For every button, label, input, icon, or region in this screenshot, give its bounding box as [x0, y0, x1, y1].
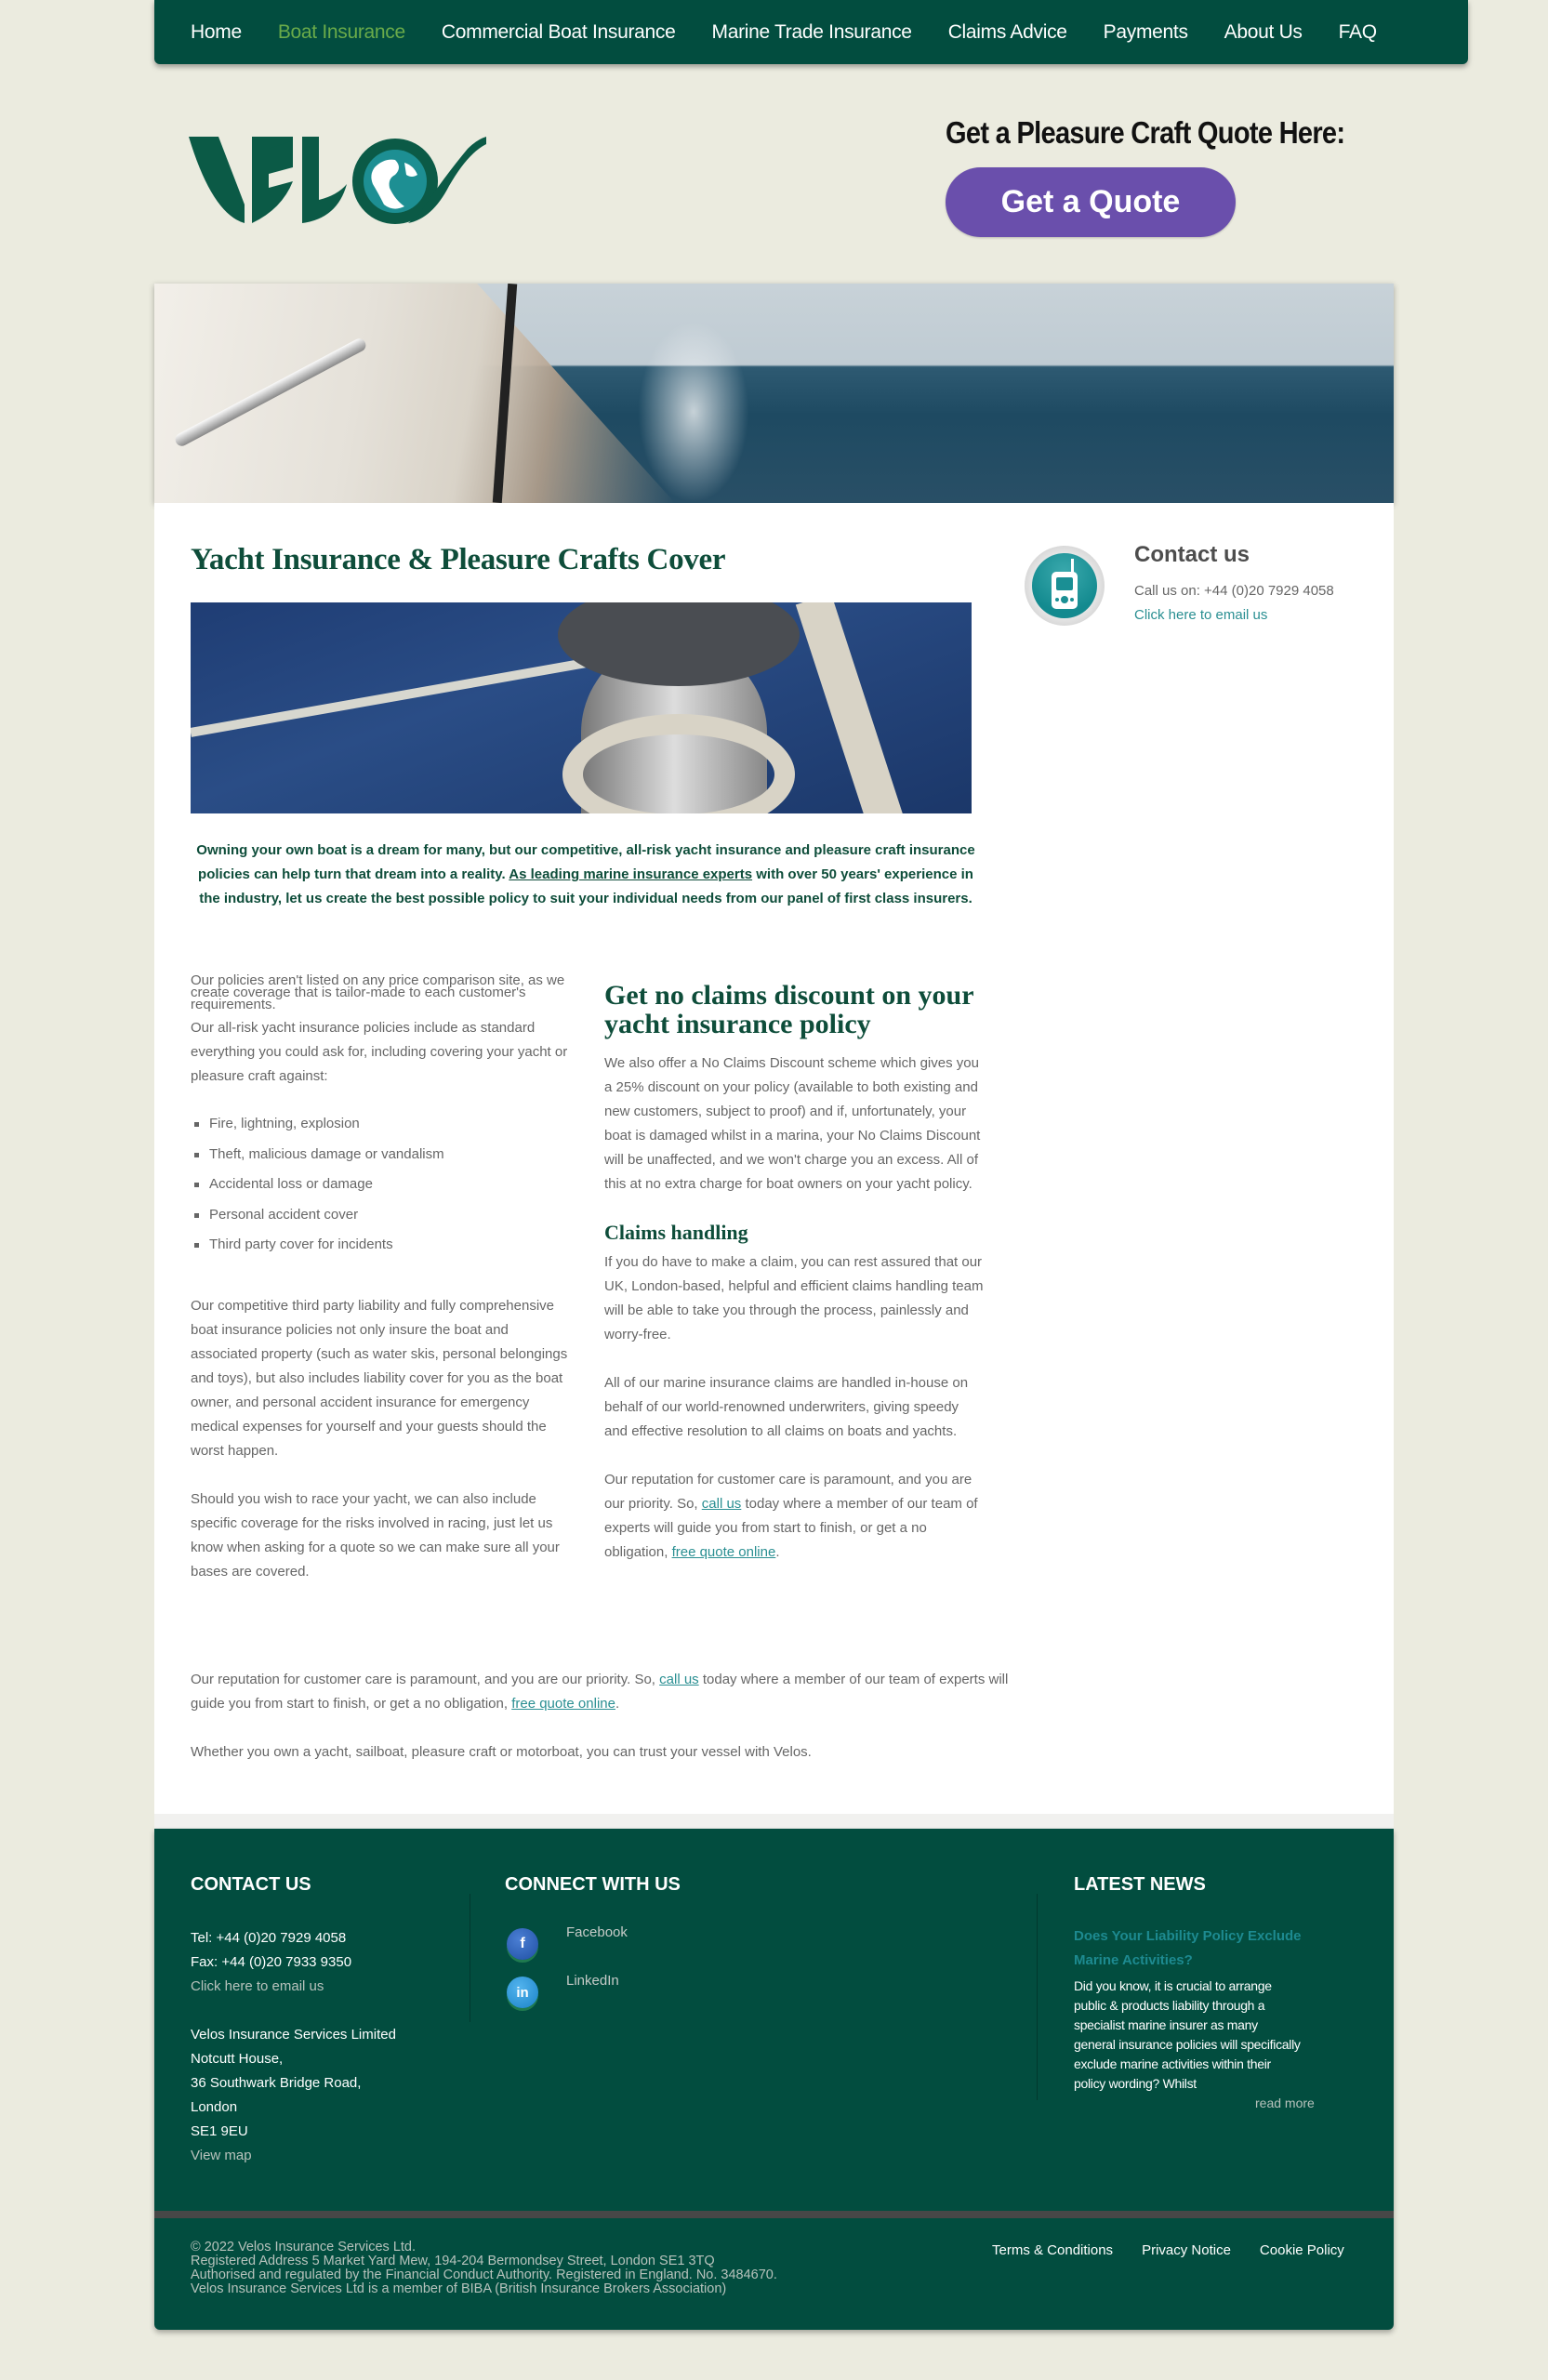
care-text-a: Our reputation for customer care is paramount, and you are our priority. So,: [604, 1472, 972, 1512]
bottom-free-quote-link[interactable]: free quote online: [511, 1696, 615, 1712]
list-item: Fire, lightning, explosion: [191, 1109, 572, 1140]
intro-paragraph: [191, 839, 981, 911]
get-a-quote-button[interactable]: Get a Quote: [946, 167, 1236, 237]
nav-marine-trade-insurance[interactable]: Marine Trade Insurance: [711, 20, 912, 43]
footer-address-line: 36 Southwark Bridge Road,: [191, 2075, 362, 2091]
image-winch-cap: [558, 602, 800, 686]
legal-links: [992, 2242, 1373, 2258]
content-divider: [154, 1814, 1394, 1829]
claims-paragraph-1: If you do have to make a claim, you can rest assured that our UK, London-based, helpful and efficient claims handling team will be able to take you through the process, painlessly and worry-free.: [604, 1254, 984, 1342]
hero-sailing-image: [154, 284, 1394, 503]
quote-heading: Get a Pleasure Craft Quote Here:: [946, 115, 1345, 150]
velos-logo[interactable]: [189, 130, 486, 228]
customer-care-paragraph: [604, 1468, 986, 1565]
right-column: [604, 981, 986, 1565]
footer-address-line: SE1 9EU: [191, 2123, 248, 2139]
sidebar-contact-title: Contact us: [1134, 542, 1250, 567]
nav-boat-insurance[interactable]: Boat Insurance: [277, 20, 405, 43]
news-article-link[interactable]: Does Your Liability Policy Exclude Marine Activities?: [1074, 1928, 1302, 1968]
intro-text-a: Owning your own boat is a dream for many, but our competitive, all-risk yacht insurance and pleasure craft insurance policies can help turn that dream into a reality.: [196, 842, 975, 882]
sidebar-phone: Call us on: +44 (0)20 7929 4058: [1134, 583, 1334, 599]
bottom-care-paragraph: [191, 1668, 1009, 1716]
trust-paragraph: Whether you own a yacht, sailboat, pleasure craft or motorboat, you can trust your vessel with Velos.: [191, 1744, 812, 1760]
facebook-label: Facebook: [566, 1924, 628, 1940]
nav-about-us[interactable]: About Us: [1224, 20, 1303, 43]
sidebar-email-link[interactable]: Click here to email us: [1134, 607, 1268, 623]
marine-experts-link[interactable]: As leading marine insurance experts: [509, 866, 753, 882]
velos-logo-icon: [189, 130, 486, 228]
legal-line: © 2022 Velos Insurance Services Ltd.: [191, 2240, 417, 2254]
nav-payments[interactable]: Payments: [1103, 20, 1188, 43]
care-text-c: .: [775, 1544, 780, 1560]
view-map-link[interactable]: View map: [191, 2148, 252, 2163]
list-item: Personal accident cover: [191, 1200, 572, 1231]
hero-boat-hull: [154, 284, 675, 503]
nav-home[interactable]: Home: [191, 20, 242, 43]
footer-news-heading: LATEST NEWS: [1074, 1874, 1206, 1895]
racing-paragraph: Should you wish to race your yacht, we can also include specific coverage for the risks involved in racing, just let us know when asking for a quote so we can make sure all your bases are covered.: [191, 1490, 560, 1580]
footer-address-line: Notcutt House,: [191, 2051, 284, 2067]
page-title: Yacht Insurance & Pleasure Crafts Cover: [191, 543, 726, 576]
legal-line: Velos Insurance Services Ltd is a member of BIBA (British Insurance Brokers Association): [191, 2281, 727, 2296]
footer-fax: Fax: +44 (0)20 7933 9350: [191, 1954, 352, 1970]
linkedin-icon: in: [507, 1977, 538, 2008]
free-quote-link[interactable]: free quote online: [671, 1544, 776, 1560]
claims-handling-heading: Claims handling: [604, 1221, 748, 1244]
call-us-link[interactable]: call us: [701, 1496, 742, 1512]
read-more-link[interactable]: read more: [1255, 2096, 1315, 2110]
hero-spray: [638, 321, 749, 503]
winch-rope-image: [191, 602, 972, 813]
coverage-list: [191, 1109, 572, 1261]
legal-line: Registered Address 5 Market Yard Mew, 194-204 Bermondsey Street, London SE1 3TQ: [191, 2254, 715, 2268]
footer-contact-heading: CONTACT US: [191, 1874, 311, 1895]
image-rope-right: [796, 602, 906, 813]
list-item: Accidental loss or damage: [191, 1170, 572, 1200]
care-text-b: today where a member of our team of experts will guide you from start to finish, or get a no obligation,: [604, 1496, 978, 1560]
claims-paragraph-2: All of our marine insurance claims are handled in-house on behalf of our world-renowned underwriters, giving speedy and effective resolution to all claims on boats and yachts.: [604, 1375, 969, 1439]
footer-separator-bar: [154, 2211, 1394, 2218]
main-nav: [154, 0, 1468, 64]
no-claims-heading: Get no claims discount on your yacht insurance policy: [604, 980, 973, 1039]
footer-contact-block: [191, 1926, 396, 2168]
bottom-text-b: today where a member of our team of experts will guide you from start to finish, or get a no obligation,: [191, 1672, 1009, 1712]
legal-line: Authorised and regulated by the Financial Conduct Authority. Registered in England. No. 3484670.: [191, 2268, 777, 2282]
terms-link[interactable]: Terms & Conditions: [992, 2242, 1114, 2258]
footer-connect-heading: CONNECT WITH US: [505, 1874, 681, 1895]
list-item: Third party cover for incidents: [191, 1230, 572, 1261]
footer-email-link[interactable]: Click here to email us: [191, 1978, 324, 1994]
nav-faq[interactable]: FAQ: [1338, 20, 1377, 43]
cookie-policy-link[interactable]: Cookie Policy: [1259, 2242, 1344, 2258]
bottom-text: [191, 1668, 1009, 1765]
no-claims-paragraph: We also offer a No Claims Discount scheme which gives you a 25% discount on your policy (available to both existing and new customers, subject to proof) and if, unfortunately, your boat is damaged whilst in a marina, your No Claims Discount will be unaffected, and we won't charge you an excess. All of this at no extra charge for boat owners on your yacht policy.: [604, 1055, 981, 1192]
bottom-text-a: Our reputation for customer care is paramount, and you are our priority. So,: [191, 1672, 660, 1687]
facebook-link[interactable]: [507, 1924, 628, 1960]
footer-tel: Tel: +44 (0)20 7929 4058: [191, 1930, 347, 1946]
nav-commercial-boat-insurance[interactable]: Commercial Boat Insurance: [441, 20, 676, 43]
left-column: [191, 974, 572, 1584]
bottom-text-c: .: [615, 1696, 620, 1712]
facebook-icon: f: [507, 1928, 538, 1960]
linkedin-link[interactable]: [507, 1973, 619, 2008]
footer-address-line: Velos Insurance Services Limited: [191, 2027, 396, 2043]
nav-claims-advice[interactable]: Claims Advice: [947, 20, 1067, 43]
list-item: Theft, malicious damage or vandalism: [191, 1140, 572, 1170]
bottom-call-us-link[interactable]: call us: [659, 1672, 699, 1687]
news-excerpt: Did you know, it is crucial to arrange public & products liability through a specialist marine insurer as many general insurance policies will specifically exclude marine activities within their policy wording? Whilst: [1074, 1978, 1301, 2091]
footer-divider: [1037, 1894, 1038, 2100]
comparison-paragraph: Our policies aren't listed on any price comparison site, as we create coverage that is tailor-made to each customer's requirements.: [191, 972, 565, 1012]
liability-paragraph: Our competitive third party liability and fully comprehensive boat insurance policies not only insure the boat and associated property (such as water skis, personal belongings and toys), but also includes liability cover for you as the boat owner, and personal accident insurance for emergency medical expenses for yourself and your guests should the worst happen.: [191, 1297, 568, 1459]
legal-text: [191, 2241, 777, 2296]
linkedin-label: LinkedIn: [566, 1973, 619, 1989]
all-risk-paragraph: Our all-risk yacht insurance policies include as standard everything you could ask for, including covering your yacht or pleasure craft against:: [191, 1020, 568, 1084]
footer-address-line: London: [191, 2099, 238, 2115]
intro-text-b: with over 50 years' experience in the industry, let us create the best possible policy to suit your individual needs from our panel of first class insurers.: [199, 866, 973, 906]
privacy-link[interactable]: Privacy Notice: [1142, 2242, 1231, 2258]
walkie-talkie-icon: [1025, 546, 1105, 626]
